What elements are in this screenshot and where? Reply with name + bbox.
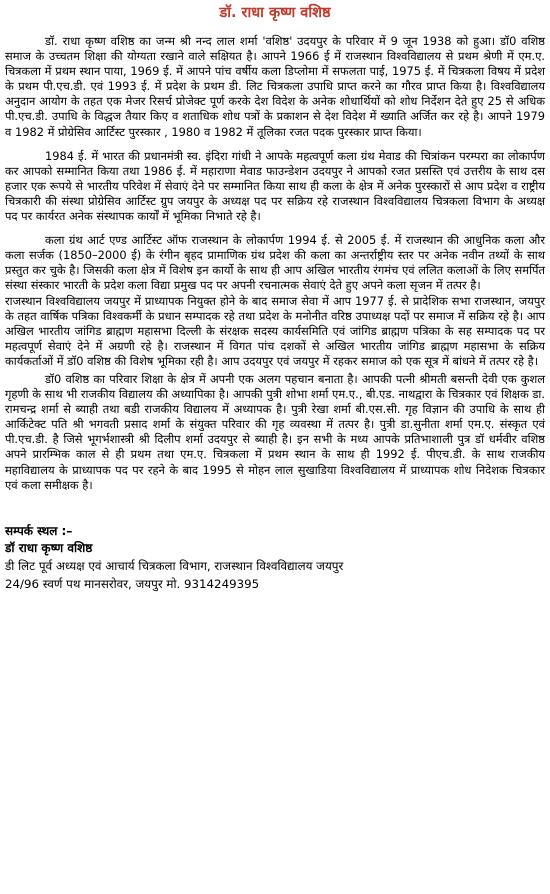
contact-designation: डी लिट पूर्व अध्यक्ष एवं आचार्य चित्रकला विभाग, राजस्थान विश्वविद्यालय जयपुर bbox=[5, 558, 344, 573]
paragraph-honors: 1984 ई. में भारत की प्रधानमंत्री स्व. इंदिरा गांधी ने आपके महत्वपूर्ण कला ग्रंथ मेवाड की चित्रांकन परम्परा का लोकार्पण कर आपको सम्मानित किया तथा 1986 ई. में महाराणा मेवाड फाउन्डेशन उदयपुर ने आपको रजत प्रसस्ति एवं उत्तरीय के साथ दस हजार एक रूपये से भारतीय परिवेश में सेवाएं देने पर सम्मानित किया साथ ही कला के क्षेत्र में अनेक पुरस्कारों से आप प्रदेश व राष्ट्रीय चित्रकारी की संस्था प्रोग्रेसिव आर्टिस्ट ग्रुप जयपुर के अध्यक्ष पद पर सक्रिय रहे राजस्थान विश्वविद्यालय चित्रकला विभाग के अध्यक्ष पद पर कार्यरत अनेक संस्थापक कार्यों में भूमिका निभाते रहे है। bbox=[5, 148, 545, 224]
contact-name: डॉ राधा कृष्ण वशिष्ठ bbox=[5, 540, 93, 555]
page-title: डॉ. राधा कृष्ण वशिष्ठ bbox=[219, 5, 331, 21]
contact-section bbox=[5, 523, 545, 593]
paragraph-books: कला ग्रंथ आर्ट एण्ड आर्टिस्ट ऑफ राजस्थान के लोकार्पण 1994 ई. से 2005 ई. में राजस्थान की आधुनिक कला और कला सर्जक (1850–2000 ई) के रंगीन बृहद प्रामाणिक ग्रंथ प्रदेश की कला का अन्तर्राष्ट्रीय स्तर पर अनेक नवीन तथ्यों के साथ प्रस्तुत कर चुके है। जिसकी कला क्षेत्र में विशेष इन कार्यो के साथ ही आप अखिल भारतीय रंगमंच एवं ललित कलाओं के लिए समर्पित संस्था संस्कार भारती के प्रदेश कला विद्या प्रमुख पद पर अपनी रचनात्मक सेवाएं देते हुए अपने कला सृजन में तत्पर है। bbox=[5, 233, 545, 293]
paragraph-education: डॉ. राधा कृष्ण वशिष्ठ का जन्म श्री नन्द लाल शर्मा 'वशिष्ठ' उदयपुर के परिवार में 9 जून 1938 को हुआ। डॉ0 वशिष्ठ समाज के उच्चतम शिक्षा की योग्यता रखाने वाले सक्षियत है। आपने 1966 ई में राजस्थान विश्वविद्यालय से प्रथम श्रेणी में एम.ए. चित्रकला में प्रथम स्थान पाया, 1969 ई. में आपने पांच वर्षीय कला डिप्लोमा में सफलता पाई, 1975 ई. में चित्रकला विषय में प्रदेश के प्रथम पी.एच.डी. एवं 1993 ई. में प्रदेश के प्रथम डी. लिट चित्रकला उपाधि प्राप्त करने का गौरव प्राप्त किया है। विश्वविद्यालय अनुदान आयोग के तहत एक मेजर रिसर्च प्रोजेक्ट पूर्ण करके देश विदेश के अनेक शोधार्थियों को शोध निर्देशन देते हुए 25 से अधिक पी.एच.डी. उपाधि के विद्धज तैयार किए व शताधिक शोध पत्रों के प्रकाशन से देश विदेश में ख्याति अर्जित कर रहे है। आपने 1979 व 1982 में प्रोग्रेसिव आर्टिस्ट पुरस्कार , 1980 व 1982 में तूलिका रजत पदक पुरस्कार प्राप्त किया। bbox=[5, 34, 545, 139]
contact-address: 24/96 स्वर्ण पथ मानसरोवर, जयपुर मो. 9314249395 bbox=[5, 576, 260, 591]
paragraph-social-service: राजस्थान विश्वविद्यालय जयपुर में प्राध्यापक नियुक्त होने के बाद समाज सेवा में आप 1977 ई. से प्रादेशिक सभा राजस्थान, जयपुर के तहत वार्षिक पत्रिका विश्वकर्मी के प्रधान सम्पादक रहे तथा प्रदेश के मनोनीत वरिष्ठ उपाध्यक्ष पदों पर समाज में सक्रिय रहे है। आप अखिल भारतीय जांगिड ब्राह्मण महासभा दिल्ली के संरक्षक सदस्य कार्यसमिति एवं जांगिड ब्राह्मण पत्रिका के सह सम्पादक पद पर महत्वपूर्ण सेवाएं देने में अग्रणी रहे है। राजस्थान में विगत पांच दशकों से अखिल भारतीय जांगिड ब्राह्मण महासभा के सक्रिय कार्यकर्ताओं में डॉ0 वशिष्ठ की विशेष भूमिका रही है। आप उदयपुर एवं जयपुर में रहकर समाज को एक सूत्र में बांधने में तत्पर रहे है। bbox=[5, 293, 545, 368]
contact-label: सम्पर्क स्थल :– bbox=[5, 523, 73, 538]
paragraph-family: डॉ0 वशिष्ठ का परिवार शिक्षा के क्षेत्र में अपनी एक अलग पहचान बनाता है। आपकी पत्नी श्रीमती बसन्ती देवी एक कुशल गृहणी के साथ भी राजकीय विद्यालय की अध्यापिका है। आपकी पुत्री शोभा शर्मा एम.ए., बी.एड. नाथद्वारा के चित्रकार एवं शिक्षक डा. रामचन्द्र शर्मा से ब्याही तथा बडी राजकीय विद्यालय में अध्यापक है। पुत्री रेखा शर्मा बी.एस.सी. गृह विज्ञान की उपाधि के साथ ही आर्किटेक्ट पति श्री भगवती प्रसाद शर्मा के संयुक्त परिवार की गृह व्यवस्था में तत्पर है। पुत्री डा.सुनीता शर्मा एम.ए. संस्कृत एवं पी.एच.डी. है जिसे भूगर्भशास्त्री श्री दिलीप शर्मा उदयपुर से ब्याही है। इन सभी के मध्य आपके प्रतिभाशाली पुत्र डॉ धर्मवीर वशिष्ठ अपने प्रारम्भिक काल से ही प्रथम तथा एम.ए. चित्रकला में प्रथम स्थान के साथ ही 1992 ई. पीएच.डी. के साथ राजकीय महाविद्यालय के प्राध्यापक पद पर रहने के बाद 1995 से मोहन लाल सुखाडिया विश्वविद्यालय में प्राध्यापक शोध निदेशक चित्रकार एवं कला समीक्षक है। bbox=[5, 371, 545, 492]
